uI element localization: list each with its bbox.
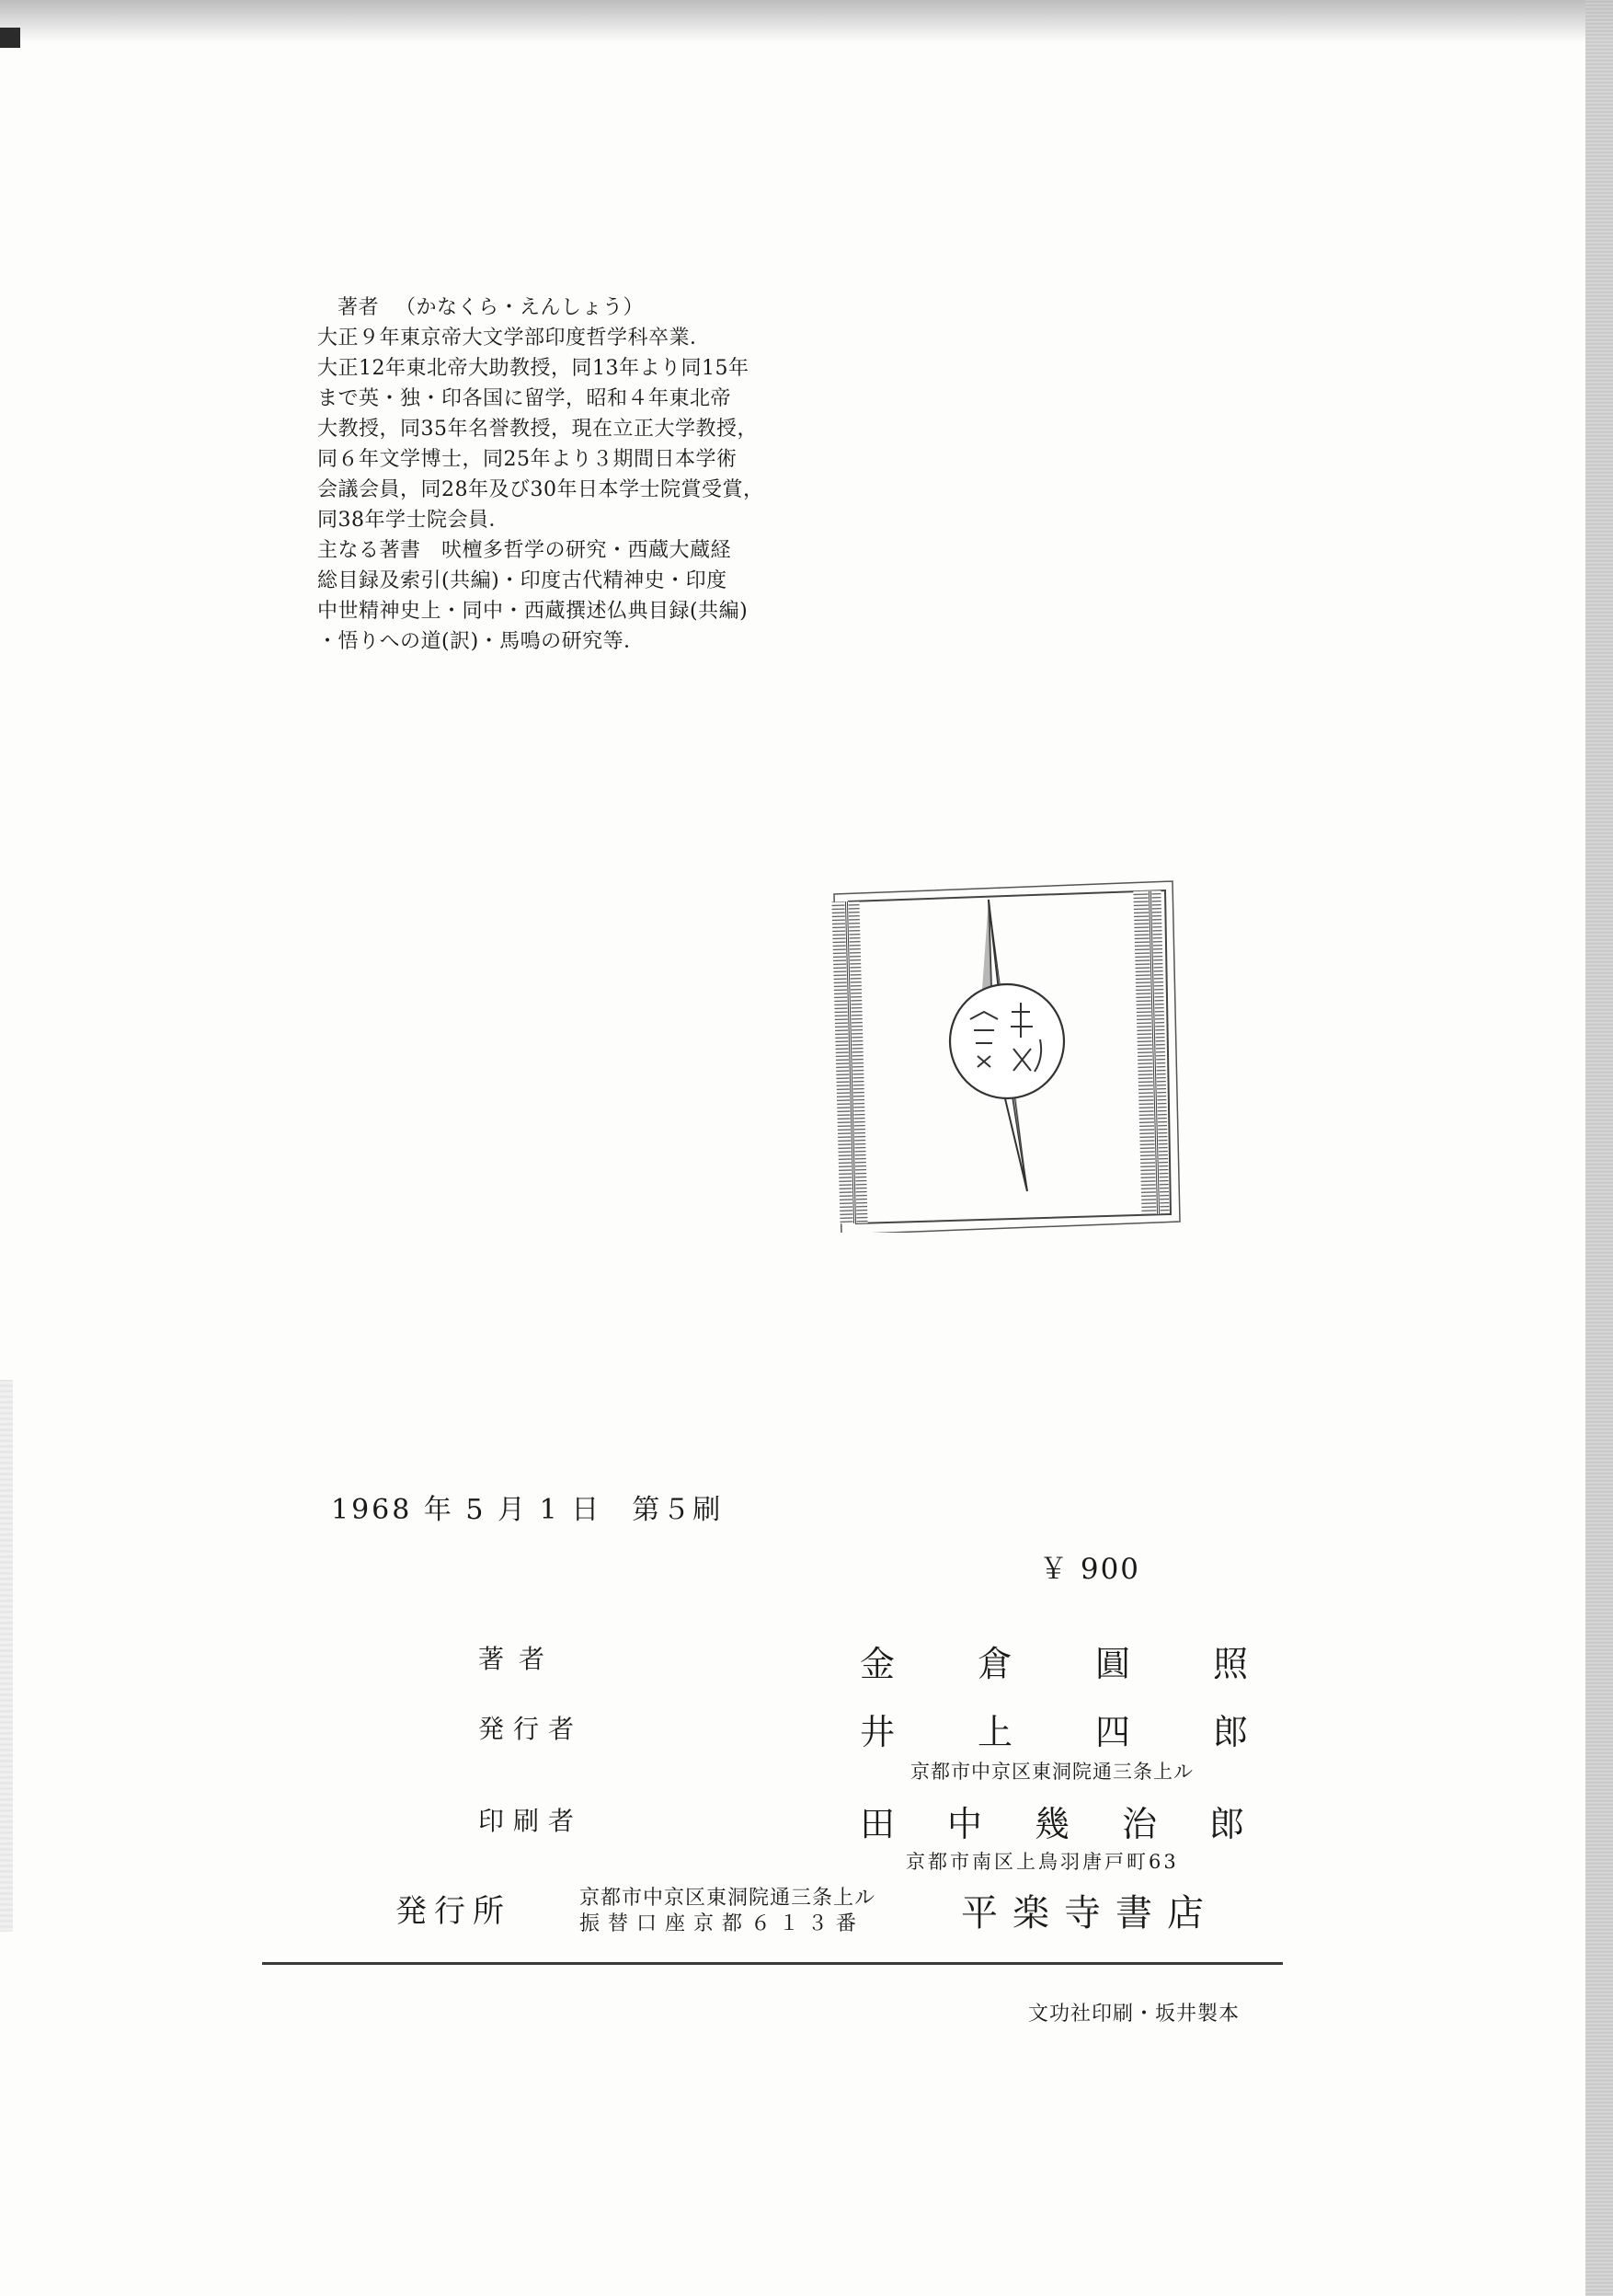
price: ￥ 900 — [1039, 1553, 1141, 1586]
bio-line: 大教授，同35年名誉教授，現在立正大学教授， — [317, 418, 758, 441]
bio-line: 大正９年東京帝大文学部印度哲学科卒業． — [317, 327, 711, 350]
bio-line: まで英・独・印各国に留学，昭和４年東北帝 — [317, 387, 732, 410]
seal-icon — [950, 984, 1064, 1098]
printer-name — [860, 1796, 1244, 1846]
printer-name-char: 郎 — [1209, 1804, 1245, 1844]
scan-edge-right — [1585, 0, 1613, 2296]
bio-line: 大正12年東北帝大助教授，同13年より同15年 — [317, 357, 749, 380]
bio-heading: 著者 — [337, 296, 380, 319]
publishing-house-name: 平楽寺書店 — [961, 1892, 1218, 1934]
publisher-address: 京都市中京区東洞院通三条上ル — [910, 1761, 1194, 1783]
author-name-char: 圓 — [1095, 1644, 1131, 1684]
publisher-mark-emblem — [823, 874, 1182, 1233]
bio-line: 同６年文学博士，同25年より３期間日本学術 — [317, 448, 738, 471]
printer-name-char: 田 — [860, 1804, 896, 1844]
author-role-label: 著者 — [478, 1644, 560, 1674]
publisher-name-char: 郎 — [1213, 1712, 1249, 1752]
hatched-band-left — [831, 901, 867, 1224]
bio-heading-line — [317, 293, 832, 323]
printing-credit: 文功社印刷・坂井製本 — [1028, 2003, 1241, 2026]
publisher-name-char: 上 — [978, 1712, 1013, 1752]
printer-name-char: 治 — [1122, 1804, 1158, 1844]
author-name — [860, 1636, 1248, 1686]
printer-address: 京都市南区上鳥羽唐戸町63 — [906, 1851, 1179, 1873]
publisher-name-char: 四 — [1095, 1712, 1131, 1752]
bio-line: 総目録及索引(共編)・印度古代精神史・印度 — [317, 569, 727, 592]
bio-line: 同38年学士院会員． — [317, 509, 509, 532]
bio-line: 主なる著書 吠檀多哲学の研究・西蔵大蔵経 — [317, 539, 732, 562]
bio-line: ・悟りへの道(訳)・馬鳴の研究等． — [317, 630, 645, 653]
printer-name-char: 幾 — [1035, 1804, 1070, 1844]
author-name-char: 倉 — [978, 1644, 1013, 1684]
house-address: 京都市中京区東洞院通三条上ル — [579, 1887, 876, 1910]
publisher-role-label: 発行者 — [478, 1714, 584, 1744]
hatched-band-right — [1133, 890, 1169, 1215]
edition-date: 1968 年 5 月 1 日 第５刷 — [331, 1494, 724, 1526]
scan-edge-left — [0, 1380, 13, 1932]
house-account: 振替口座京都６１３番 — [579, 1912, 865, 1935]
scan-edge-top — [0, 0, 1613, 42]
printer-role-label: 印刷者 — [478, 1806, 584, 1836]
colophon-rule — [262, 1962, 1283, 1965]
author-name-char: 照 — [1213, 1644, 1249, 1684]
bio-line: 会議会員，同28年及び30年日本学士院賞受賞， — [317, 478, 764, 501]
house-role-label: 発行所 — [395, 1893, 511, 1930]
publisher-name-char: 井 — [860, 1712, 896, 1752]
author-name-char: 金 — [860, 1644, 896, 1684]
printer-name-char: 中 — [947, 1804, 983, 1844]
bio-line: 中世精神史上・同中・西蔵撰述仏典目録(共編) — [317, 600, 749, 623]
publisher-name — [860, 1704, 1248, 1754]
bio-reading: （かなくら・えんしょう） — [395, 296, 645, 319]
author-biography — [317, 293, 832, 657]
